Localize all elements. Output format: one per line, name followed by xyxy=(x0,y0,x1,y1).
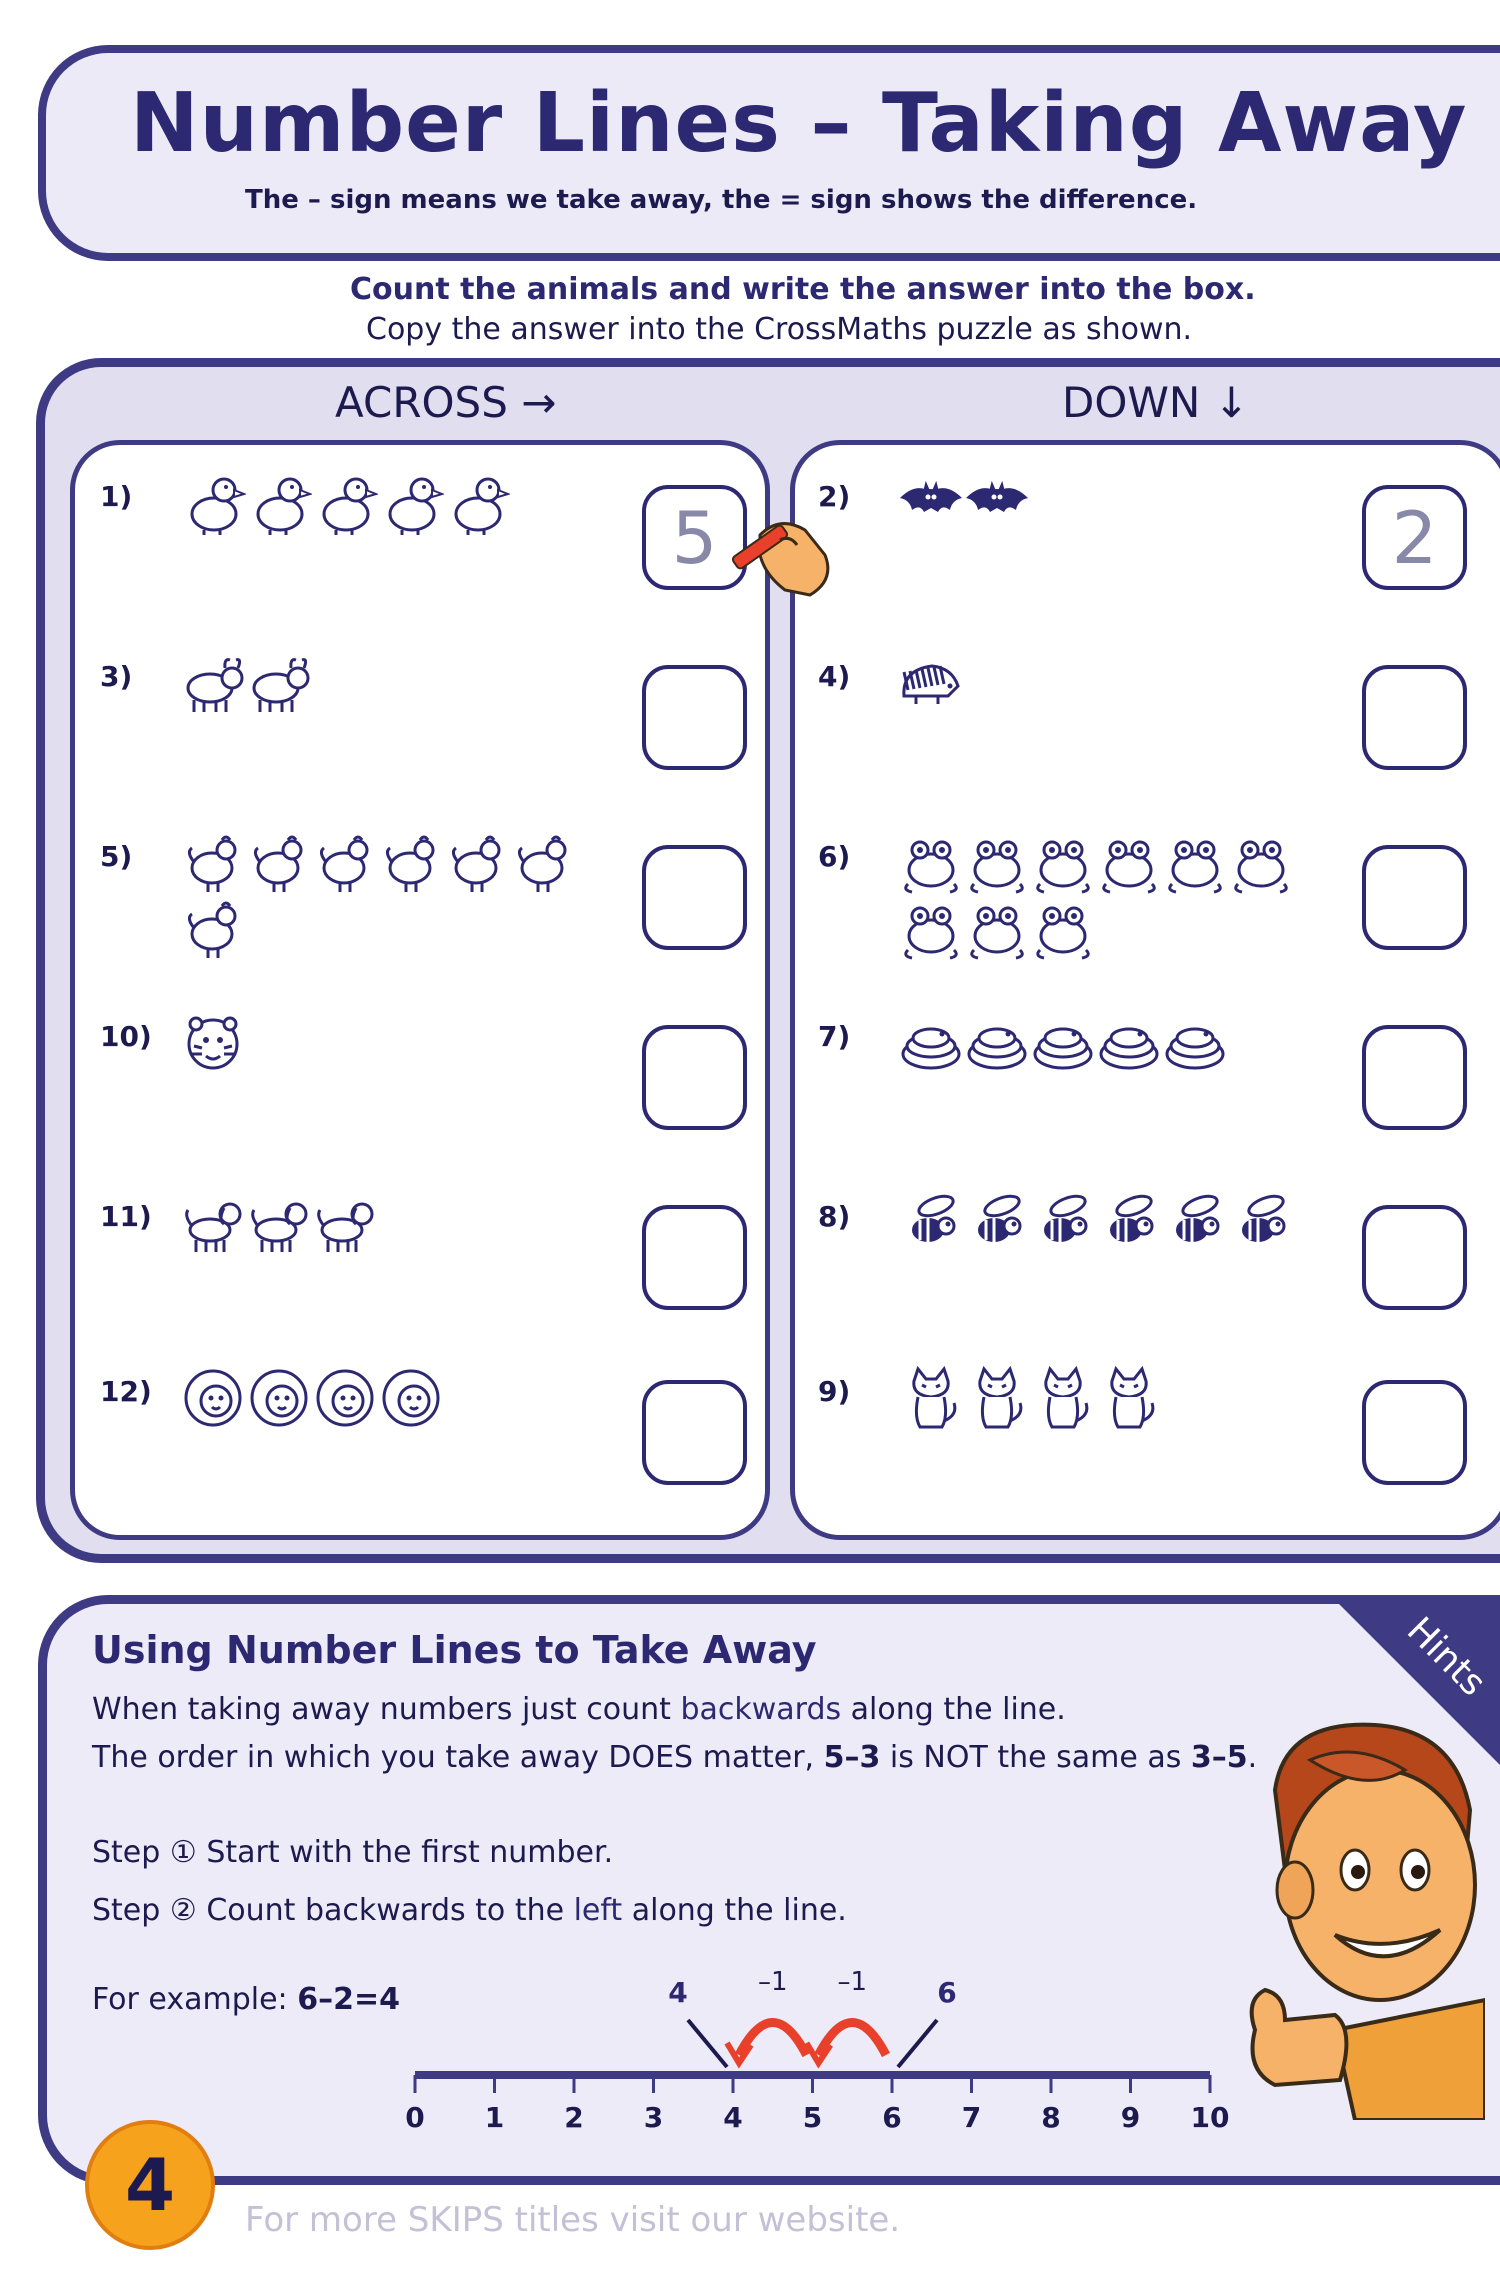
bat-icon xyxy=(898,470,964,536)
snake-icon xyxy=(1096,1010,1162,1076)
down-heading: DOWN ↓ xyxy=(1062,378,1249,427)
down-animal-group xyxy=(898,470,1318,536)
instruction-copy: Copy the answer into the CrossMaths puzzle as shown. xyxy=(366,312,1193,347)
step-2-text-end: along the line. xyxy=(622,1893,847,1928)
number-line-label: 5 xyxy=(802,2101,823,2134)
down-question-label: 8) xyxy=(818,1200,851,1233)
frog-icon xyxy=(1162,830,1228,896)
across-animal-group xyxy=(180,830,600,962)
hen-icon xyxy=(312,830,378,896)
duck-icon xyxy=(444,470,510,536)
across-answer-box[interactable] xyxy=(642,1025,747,1130)
across-question-label: 10) xyxy=(100,1020,152,1053)
down-answer-box[interactable] xyxy=(1362,665,1467,770)
hints-line-2 xyxy=(92,1740,1257,1775)
hints-line-2-end: . xyxy=(1247,1740,1258,1775)
lion-icon xyxy=(180,1365,246,1431)
dog-icon xyxy=(312,1190,378,1256)
across-animal-group xyxy=(180,650,600,716)
end-number-label: 4 xyxy=(668,1976,688,2009)
step-2-number: ② xyxy=(169,1893,197,1928)
down-question-label: 4) xyxy=(818,660,851,693)
cat-icon xyxy=(898,1365,964,1431)
dog-icon xyxy=(180,1190,246,1256)
website-link[interactable]: For more SKIPS titles visit our website. xyxy=(245,2200,901,2240)
bull-icon xyxy=(180,650,246,716)
down-question-label: 6) xyxy=(818,840,851,873)
down-question-label: 7) xyxy=(818,1020,851,1053)
hen-icon xyxy=(246,830,312,896)
snake-icon xyxy=(1162,1010,1228,1076)
hen-icon xyxy=(180,896,246,962)
snake-icon xyxy=(1030,1010,1096,1076)
bee-icon xyxy=(1096,1190,1162,1256)
number-line-label: 0 xyxy=(405,2101,425,2134)
hen-icon xyxy=(444,830,510,896)
across-question-label: 3) xyxy=(100,660,133,693)
cat-icon xyxy=(1030,1365,1096,1431)
page-title: Number Lines – Taking Away xyxy=(130,76,1468,171)
page-subtitle: The – sign means we take away, the = sign shows the difference. xyxy=(245,185,1198,215)
frog-icon xyxy=(1030,896,1096,962)
step-1-text: Start with the first number. xyxy=(206,1835,614,1870)
bee-icon xyxy=(1162,1190,1228,1256)
down-question-label: 2) xyxy=(818,480,851,513)
across-animal-group xyxy=(180,1190,600,1256)
hop-label: –1 xyxy=(757,1967,788,1997)
step-1-number: ① xyxy=(169,1835,197,1870)
duck-icon xyxy=(378,470,444,536)
frog-icon xyxy=(898,830,964,896)
number-line-label: 1 xyxy=(484,2101,505,2134)
hedgehog-icon xyxy=(898,650,964,716)
across-question-label: 1) xyxy=(100,480,133,513)
start-number-label: 6 xyxy=(937,1976,957,2009)
step-2-label: Step xyxy=(92,1893,161,1928)
hints-line-2-mid: is NOT the same as xyxy=(880,1740,1191,1775)
bull-icon xyxy=(246,650,312,716)
hen-icon xyxy=(510,830,576,896)
across-answer-box[interactable] xyxy=(642,845,747,950)
number-line xyxy=(380,1960,1240,2150)
dog-icon xyxy=(246,1190,312,1256)
hints-line-1 xyxy=(92,1692,1066,1727)
frog-icon xyxy=(1030,830,1096,896)
frog-icon xyxy=(1096,830,1162,896)
example-equation: 6–2=4 xyxy=(297,1982,400,2017)
down-answer-box[interactable]: 2 xyxy=(1362,485,1467,590)
snake-icon xyxy=(898,1010,964,1076)
duck-icon xyxy=(246,470,312,536)
tiger-icon xyxy=(180,1010,246,1076)
across-answer-box[interactable] xyxy=(642,665,747,770)
end-pointer xyxy=(688,2020,727,2067)
duck-icon xyxy=(180,470,246,536)
across-animal-group xyxy=(180,1010,600,1076)
hints-line-2-text: The order in which you take away DOES matter, xyxy=(92,1740,824,1775)
page-number-badge: 4 xyxy=(85,2120,215,2250)
down-answer-box[interactable] xyxy=(1362,1380,1467,1485)
step-1-label: Step xyxy=(92,1835,161,1870)
hints-line-1-end: along the line. xyxy=(841,1692,1066,1727)
across-question-label: 12) xyxy=(100,1375,152,1408)
number-line-label: 7 xyxy=(961,2101,982,2134)
hen-icon xyxy=(378,830,444,896)
lion-icon xyxy=(378,1365,444,1431)
step-2-left-word: left xyxy=(573,1893,623,1928)
hints-tab-label: Hints xyxy=(1398,1609,1494,1705)
start-pointer xyxy=(898,2020,937,2067)
across-animal-group xyxy=(180,1365,600,1431)
down-question-label: 9) xyxy=(818,1375,851,1408)
bat-icon xyxy=(964,470,1030,536)
hints-expr-a: 5–3 xyxy=(823,1740,881,1775)
number-line-label: 6 xyxy=(882,2101,902,2134)
bee-icon xyxy=(898,1190,964,1256)
across-answer-box[interactable]: 5 xyxy=(642,485,747,590)
down-answer-box[interactable] xyxy=(1362,845,1467,950)
bee-icon xyxy=(1030,1190,1096,1256)
hints-line-1-text: When taking away numbers just count xyxy=(92,1692,681,1727)
frog-icon xyxy=(898,896,964,962)
instruction-count: Count the animals and write the answer into the box. xyxy=(350,272,1256,307)
step-1 xyxy=(92,1835,613,1870)
number-line-label: 9 xyxy=(1120,2101,1141,2134)
step-2-text: Count backwards to the xyxy=(206,1893,574,1928)
number-line-label: 8 xyxy=(1041,2101,1061,2134)
example-label: For example: xyxy=(92,1982,288,2017)
across-heading: ACROSS → xyxy=(335,378,557,427)
down-animal-group xyxy=(898,1365,1318,1431)
lion-icon xyxy=(246,1365,312,1431)
hen-icon xyxy=(180,830,246,896)
thumbs-up-boy-icon xyxy=(1215,1700,1485,2120)
down-answer-box[interactable] xyxy=(1362,1025,1467,1130)
number-line-label: 2 xyxy=(564,2101,584,2134)
across-question-label: 11) xyxy=(100,1200,152,1233)
duck-icon xyxy=(312,470,378,536)
hints-backwards-word: backwards xyxy=(680,1692,842,1727)
hints-expr-b: 3–5 xyxy=(1190,1740,1248,1775)
across-answer-box[interactable] xyxy=(642,1205,747,1310)
bee-icon xyxy=(964,1190,1030,1256)
frog-icon xyxy=(1228,830,1294,896)
number-line-label: 10 xyxy=(1190,2101,1230,2134)
lion-icon xyxy=(312,1365,378,1431)
pencil-hand-icon xyxy=(725,495,845,605)
example xyxy=(92,1982,400,2017)
bee-icon xyxy=(1228,1190,1294,1256)
cat-icon xyxy=(1096,1365,1162,1431)
frog-icon xyxy=(964,896,1030,962)
frog-icon xyxy=(964,830,1030,896)
down-answer-box[interactable] xyxy=(1362,1205,1467,1310)
across-animal-group xyxy=(180,470,600,536)
number-line-label: 4 xyxy=(723,2101,743,2134)
across-question-label: 5) xyxy=(100,840,133,873)
number-line-label: 3 xyxy=(643,2101,664,2134)
hints-title: Using Number Lines to Take Away xyxy=(92,1628,817,1672)
snake-icon xyxy=(964,1010,1030,1076)
down-animal-group xyxy=(898,650,1318,716)
down-animal-group xyxy=(898,1010,1318,1076)
hop-label: –1 xyxy=(837,1967,868,1997)
across-answer-box[interactable] xyxy=(642,1380,747,1485)
cat-icon xyxy=(964,1365,1030,1431)
step-2 xyxy=(92,1893,847,1928)
down-animal-group xyxy=(898,830,1318,962)
down-animal-group xyxy=(898,1190,1318,1256)
